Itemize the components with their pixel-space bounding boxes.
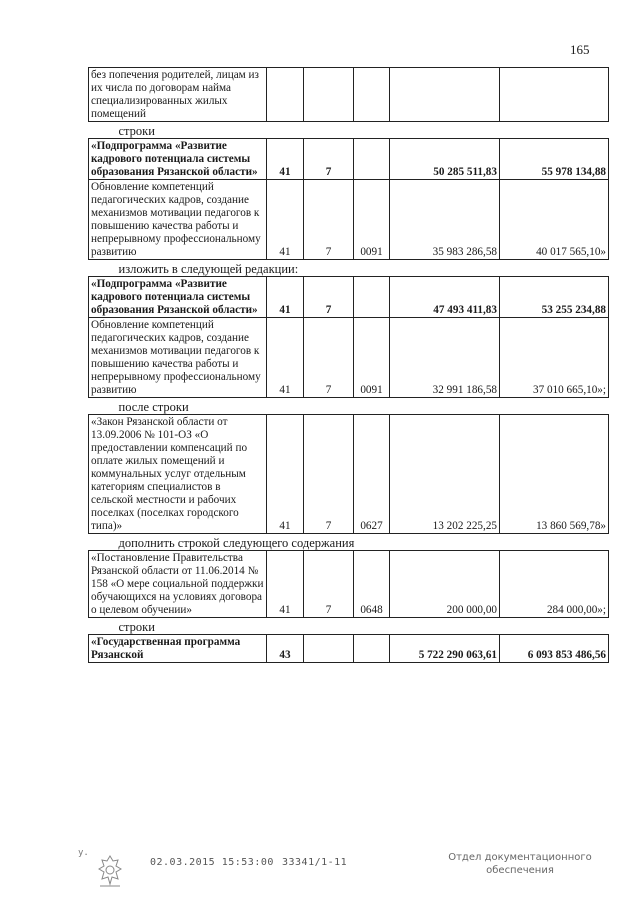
row-name: «Постановление Правительства Рязанской области от 11.06.2014 № 158 «О мере социальной поддержки обучающихся на условиях договора о целевом обучении» [91, 552, 264, 616]
row-name-cell [89, 318, 267, 398]
code-b-cell [304, 68, 354, 122]
instruction-row [89, 534, 609, 551]
code-b-cell: 7 [304, 551, 354, 618]
code-a-cell: 41 [267, 415, 304, 534]
instruction-text: строки [89, 122, 609, 139]
code-b-cell: 7 [304, 318, 354, 398]
amount-2015-cell: 35 983 286,58 [390, 180, 500, 260]
footer-document-code: 33341/1-11 [282, 857, 348, 868]
row-name: «Государственная программа Рязанской [91, 636, 241, 661]
code-b-cell [304, 635, 354, 663]
row-name-cell [89, 68, 267, 122]
amount-2015-cell: 13 202 225,25 [390, 415, 500, 534]
code-a-cell [267, 68, 304, 122]
code-a-cell: 41 [267, 277, 304, 318]
table-row [89, 318, 609, 398]
instruction-row [89, 618, 609, 635]
row-name-cell [89, 139, 267, 180]
amount-2016-cell: 53 255 234,88 [500, 277, 609, 318]
table-row [89, 635, 609, 663]
code-a-cell: 41 [267, 551, 304, 618]
code-c-cell [354, 139, 390, 180]
amount-2016-cell: 55 978 134,88 [500, 139, 609, 180]
row-name: без попечения родителей, лицам из их числа по договорам найма специализированных жилых помещений [91, 69, 259, 120]
stamp-mark: у. [78, 848, 89, 858]
code-a-cell: 41 [267, 318, 304, 398]
code-b-cell: 7 [304, 415, 354, 534]
instruction-text: строки [89, 618, 609, 635]
row-name: «Подпрограмма «Развитие кадрового потенциала системы образования Рязанской области» [91, 140, 258, 178]
amount-2016-cell: 37 010 665,10»; [500, 318, 609, 398]
amount-2016-cell: 284 000,00»; [500, 551, 609, 618]
table-row [89, 277, 609, 318]
code-c-cell: 0648 [354, 551, 390, 618]
row-name-cell [89, 277, 267, 318]
code-b-cell: 7 [304, 139, 354, 180]
instruction-text: изложить в следующей редакции: [89, 260, 609, 277]
instruction-text: после строки [89, 398, 609, 415]
code-c-cell [354, 68, 390, 122]
row-name-cell [89, 551, 267, 618]
coat-of-arms-icon [96, 854, 124, 888]
table-row [89, 551, 609, 618]
footer [0, 848, 640, 898]
instruction-row [89, 398, 609, 415]
table-row [89, 139, 609, 180]
amount-2016-cell: 40 017 565,10» [500, 180, 609, 260]
amount-2015-cell: 32 991 186,58 [390, 318, 500, 398]
amount-2015-cell: 200 000,00 [390, 551, 500, 618]
row-name: «Подпрограмма «Развитие кадрового потенциала системы образования Рязанской области» [91, 278, 258, 316]
amount-2016-cell: 6 093 853 486,56 [500, 635, 609, 663]
code-a-cell: 41 [267, 180, 304, 260]
amount-2015-cell: 47 493 411,83 [390, 277, 500, 318]
table-row [89, 415, 609, 534]
code-a-cell: 43 [267, 635, 304, 663]
amount-2015-cell [390, 68, 500, 122]
row-name: Обновление компетенций педагогических кадров, создание механизмов мотивации педагогов к повышению качества работы и непрерывному профессиональному развитию [91, 319, 261, 396]
footer-department: Отдел документационного обеспечения [448, 852, 592, 876]
table-row [89, 68, 609, 122]
row-name-cell [89, 180, 267, 260]
instruction-text: дополнить строкой следующего содержания [89, 534, 609, 551]
code-a-cell: 41 [267, 139, 304, 180]
amount-2016-cell [500, 68, 609, 122]
instruction-row [89, 260, 609, 277]
amount-2016-cell: 13 860 569,78» [500, 415, 609, 534]
instruction-row [89, 122, 609, 139]
amount-2015-cell: 50 285 511,83 [390, 139, 500, 180]
code-c-cell: 0627 [354, 415, 390, 534]
footer-date: 02.03.2015 15:53:00 [150, 857, 274, 868]
page-number: 165 [570, 42, 590, 57]
row-name-cell [89, 415, 267, 534]
row-name: «Закон Рязанской области от 13.09.2006 № 101-ОЗ «О предоставлении компенсаций по оплате жилых помещений и коммунальных услуг отдельным категориям специалистов в сельской местности и рабочих поселках (поселках городского типа)» [91, 416, 248, 532]
code-c-cell [354, 635, 390, 663]
row-name-cell [89, 635, 267, 663]
code-c-cell: 0091 [354, 318, 390, 398]
amount-2015-cell: 5 722 290 063,61 [390, 635, 500, 663]
table-row [89, 180, 609, 260]
budget-table [88, 67, 609, 663]
code-c-cell [354, 277, 390, 318]
code-b-cell: 7 [304, 180, 354, 260]
budget-table-wrapper [88, 67, 608, 663]
code-b-cell: 7 [304, 277, 354, 318]
row-name: Обновление компетенций педагогических кадров, создание механизмов мотивации педагогов к повышению качества работы и непрерывному профессиональному развитию [91, 181, 261, 258]
code-c-cell: 0091 [354, 180, 390, 260]
